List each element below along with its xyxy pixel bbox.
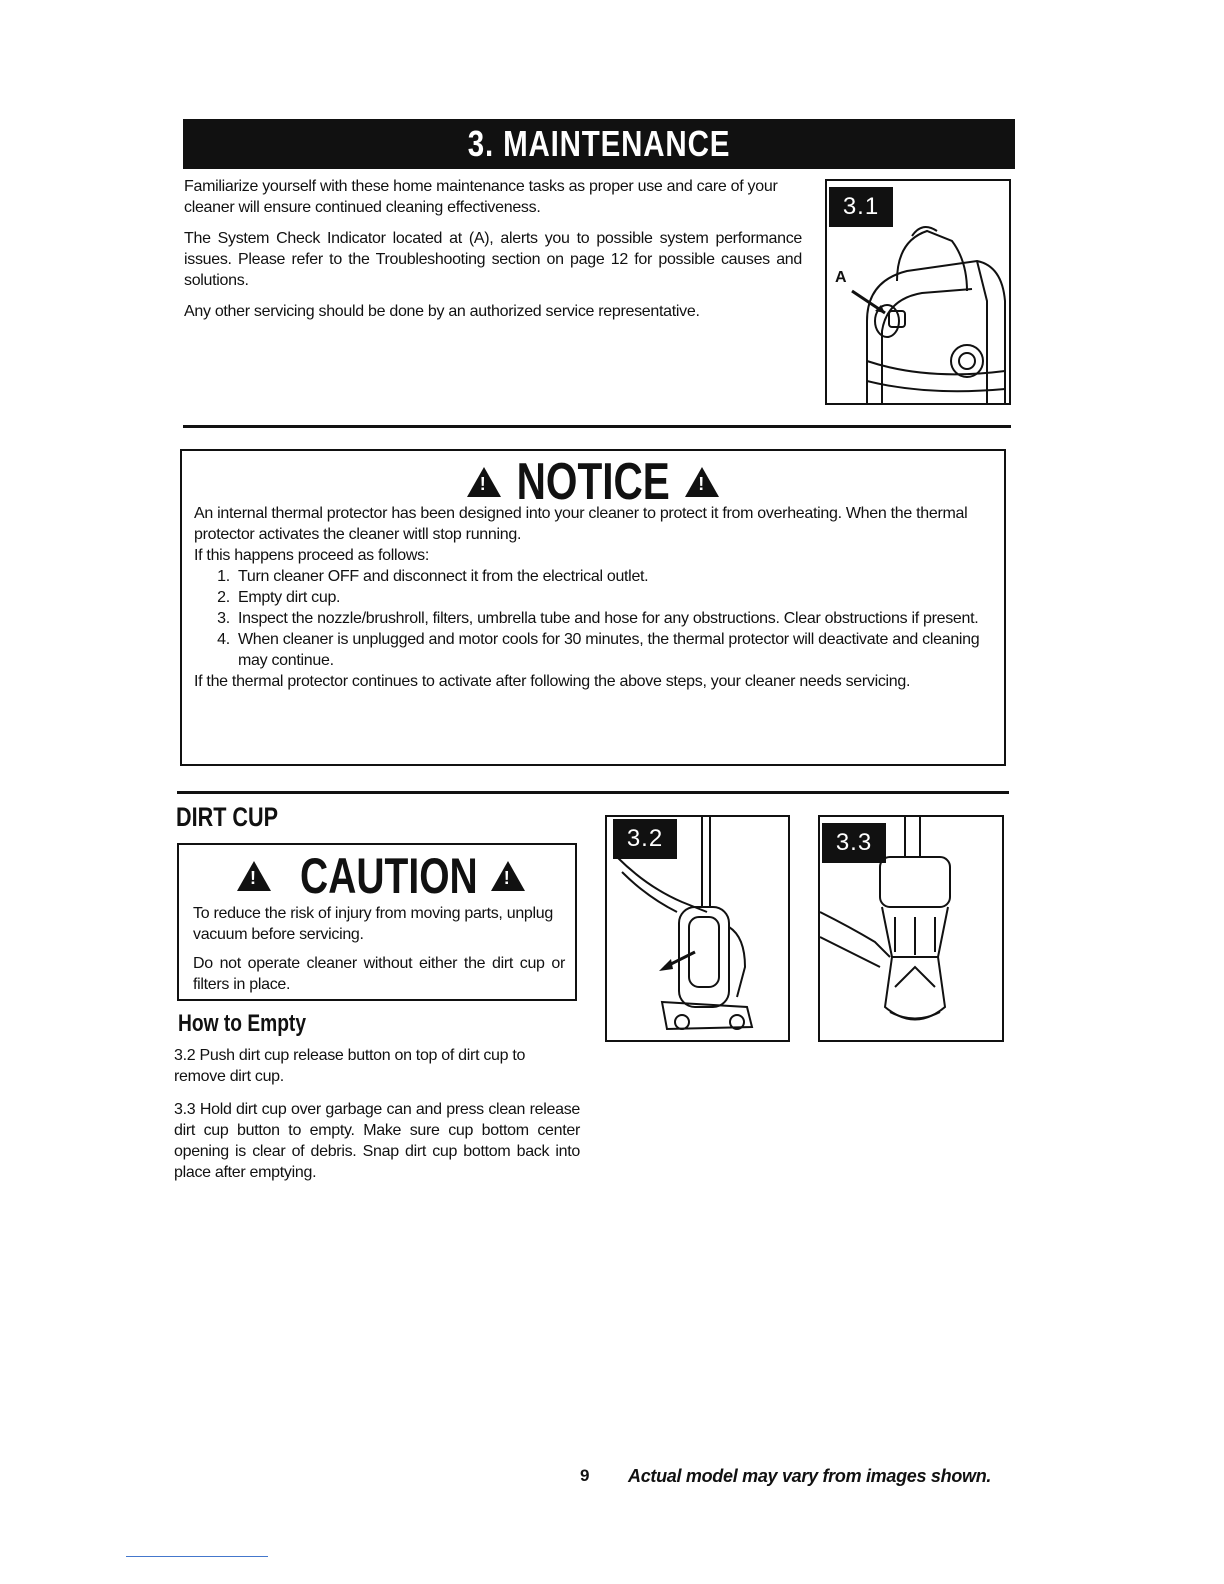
list-item: 4. When cleaner is unplugged and motor cools for 30 minutes, the thermal protector will deactivate and cleaning may continue. (234, 629, 996, 671)
figure-3-3 (818, 815, 1004, 1042)
notice-title: NOTICE (516, 453, 670, 511)
how-to-empty-heading: How to Empty (178, 1010, 306, 1037)
separator-rule (183, 425, 1011, 428)
notice-box (180, 449, 1006, 766)
section-title: 3. MAINTENANCE (467, 123, 731, 164)
dirt-cup-heading: DIRT CUP (176, 802, 278, 832)
section-banner (183, 119, 1015, 169)
separator-rule (177, 791, 1009, 794)
notice-steps (194, 566, 996, 671)
vacuum-release-illustration (607, 817, 788, 1040)
how-to-empty-text (174, 1045, 580, 1183)
step-3-3-text: 3.3 Hold dirt cup over garbage can and press clean release dirt cup button to empty. Make sure cup bottom center opening is clear of debris. Snap dirt cup bottom back into place after emptying. (174, 1101, 580, 1181)
caution-heading (179, 845, 575, 907)
page-number: 9 (580, 1466, 590, 1485)
footer-note: Actual model may vary from images shown. (628, 1466, 992, 1486)
caution-title: CAUTION (300, 848, 478, 904)
warning-icon (685, 467, 719, 497)
notice-body (194, 503, 996, 692)
caution-body (193, 903, 565, 995)
figure-label: 3.3 (822, 823, 886, 863)
notice-paragraph-2: If this happens proceed as follows: (194, 547, 429, 564)
warning-icon (237, 861, 271, 891)
figure-label: 3.2 (613, 819, 677, 859)
intro-paragraph-1: Familiarize yourself with these home maintenance tasks as proper use and care of your cleaner will ensure continued cleaning effectiveness. (184, 178, 778, 216)
step-3-2-text: 3.2 Push dirt cup release button on top of dirt cup to remove dirt cup. (174, 1047, 526, 1085)
caution-box (177, 843, 577, 1001)
caution-paragraph-2: Do not operate cleaner without either the dirt cup or filters in place. (193, 955, 565, 993)
intro-paragraph-3: Any other servicing should be done by an authorized service representative. (184, 303, 700, 320)
figure-label: 3.1 (829, 187, 893, 227)
warning-icon (491, 861, 525, 891)
notice-paragraph-3: If the thermal protector continues to activate after following the above steps, your cleaner needs servicing. (194, 673, 911, 690)
vacuum-top-illustration (827, 181, 1009, 403)
figure-3-1 (825, 179, 1011, 405)
list-item: 2. Empty dirt cup. (234, 587, 996, 608)
callout-a: A (835, 269, 847, 286)
notice-paragraph-1: An internal thermal protector has been designed into your cleaner to protect it from overheating. When the thermal protector activates the cleaner witll stop running. (194, 505, 968, 543)
list-item: 3. Inspect the nozzle/brushroll, filters, umbrella tube and hose for any obstructions. Clear obstructions if present. (234, 608, 996, 629)
dirt-cup-empty-illustration (820, 817, 1002, 1040)
figure-3-2 (605, 815, 790, 1042)
list-item: 1. Turn cleaner OFF and disconnect it from the electrical outlet. (234, 566, 996, 587)
warning-icon (467, 467, 501, 497)
intro-paragraph-2: The System Check Indicator located at (A), alerts you to possible system performance issues. Please refer to the Troubleshooting section on page 12 for possible causes and solutions. (184, 230, 802, 289)
bottom-line (126, 1556, 268, 1557)
intro-text (184, 176, 802, 322)
caution-paragraph-1: To reduce the risk of injury from moving parts, unplug vacuum before servicing. (193, 905, 553, 943)
